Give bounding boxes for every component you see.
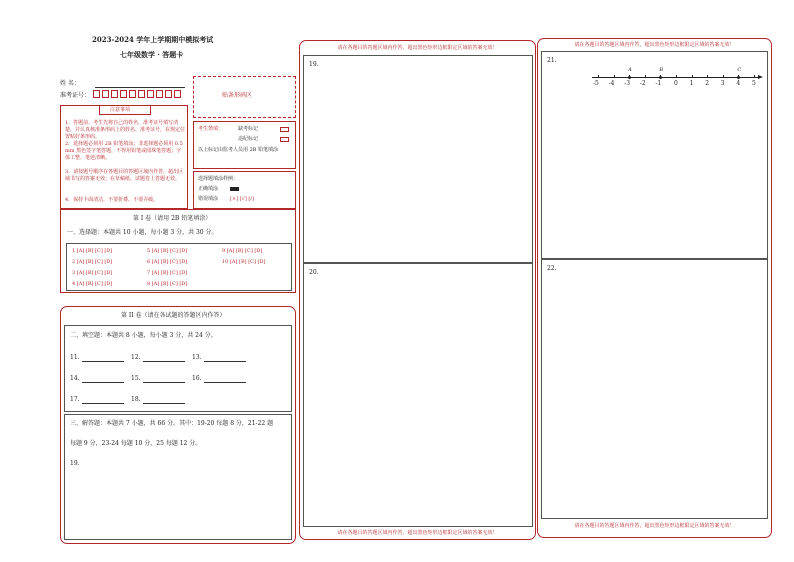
choice-row-3[interactable]: 3 [A] [B] [C] [D]	[72, 270, 113, 276]
notice-item-2: 2．选择题必须用 2B 铅笔填涂；非选择题必须用 0.5 mm 黑色签字笔答题，不得用铅笔或圆珠笔答题；字体工整、笔迹清晰。	[65, 141, 183, 161]
choice-row-9[interactable]: 9 [A] [B] [C] [D]	[222, 248, 263, 254]
middle-answer-panel	[299, 40, 536, 540]
blank-label-17: 17.	[70, 396, 80, 403]
barcode-area	[193, 76, 296, 118]
number-line	[592, 66, 767, 92]
number-line-point-label: A	[628, 67, 632, 73]
number-line-tick	[676, 75, 677, 78]
blank-13[interactable]	[204, 361, 246, 362]
name-label: 姓 名：	[60, 80, 80, 87]
exam-id-cell[interactable]	[111, 90, 118, 98]
q19-label-left: 19.	[70, 460, 80, 467]
part1-box	[60, 209, 296, 293]
number-line-tick-label: -4	[608, 80, 615, 87]
exam-title: 2023-2024 学年上学期期中模拟考试	[92, 35, 214, 44]
choice-row-2[interactable]: 2 [A] [B] [C] [D]	[72, 259, 113, 265]
warning-top-middle: 请在各题目的答题区域内作答，超出黑色矩形边框限定区域的答案无效！	[337, 45, 498, 51]
choice-grid	[66, 243, 292, 291]
number-line-tick-label: 3	[720, 80, 725, 87]
id-label: 准考证号：	[60, 92, 91, 99]
blank-label-11: 11.	[70, 354, 80, 361]
exam-id-cell[interactable]	[129, 90, 136, 98]
number-line-tick-label: -2	[639, 80, 646, 87]
q21-answer-area[interactable]	[541, 51, 768, 259]
number-line-point-label: B	[659, 67, 664, 73]
number-line-point-a	[628, 76, 631, 79]
number-line-tick	[754, 75, 755, 78]
blank-label-13: 13.	[192, 354, 202, 361]
q20-answer-area[interactable]	[303, 263, 533, 527]
number-line-arrow	[758, 75, 763, 79]
violation-mark-label: 违纪标记	[238, 136, 259, 142]
wrong-fill-label: 错误填涂	[198, 196, 219, 202]
exam-marks-label: 考生禁填：	[198, 126, 224, 132]
blank-label-18: 18.	[131, 396, 141, 403]
number-line-tick	[598, 75, 599, 78]
number-line-tick	[614, 75, 615, 78]
fill-blank-area	[64, 325, 292, 412]
blank-label-15: 15.	[131, 375, 141, 382]
blank-15[interactable]	[143, 382, 185, 383]
correct-fill-sample	[230, 187, 239, 191]
number-line-tick	[723, 75, 724, 78]
number-line-tick	[645, 75, 646, 78]
number-line-point-c	[737, 76, 740, 79]
number-line-tick	[692, 75, 693, 78]
choice-row-10[interactable]: 10 [A] [B] [C] [D]	[222, 259, 266, 265]
q21-label: 21.	[547, 57, 557, 64]
warning-bottom-right: 请在各题目的答题区域内作答，超出黑色矩形边框限定区域的答案无效！	[574, 523, 735, 529]
part2-title: 第 II 卷（请在各试题的答题区内作答）	[121, 312, 226, 319]
q20-label: 20.	[309, 269, 319, 276]
exam-id-cell[interactable]	[93, 90, 100, 98]
q22-label: 22.	[547, 265, 557, 272]
number-line-tick-label: -5	[593, 80, 599, 87]
q22-answer-area[interactable]	[541, 259, 768, 519]
part1-title: 第 I 卷（请用 2B 铅笔填涂）	[133, 215, 212, 222]
exam-id-cell[interactable]	[120, 90, 127, 98]
number-line-tick-label: 0	[674, 80, 678, 87]
solve-area[interactable]	[64, 414, 292, 540]
notice-item-1: 1．答题前，考生先将自己的姓名，准考证号填写清楚，并认真核准条形码上的姓名、准考证号，在规定位置贴好条形码。	[65, 120, 186, 140]
exam-id-cell[interactable]	[156, 90, 163, 98]
exam-marks-note: 以上标记由监考人员用 2B 铅笔填涂	[198, 147, 279, 153]
exam-id-cell[interactable]	[165, 90, 172, 98]
number-line-tick-label: 4	[736, 80, 741, 87]
notice-item-4: 4．保持卡面清洁，不要折叠、不要弄破。	[65, 197, 159, 203]
fill-sample-title: 选择题填涂样例：	[198, 176, 239, 182]
fill-sample-box	[193, 171, 296, 209]
violation-mark-box[interactable]	[280, 137, 289, 142]
blank-12[interactable]	[143, 361, 185, 362]
exam-id-cell[interactable]	[102, 90, 109, 98]
choice-row-6[interactable]: 6 [A] [B] [C] [D]	[147, 259, 188, 265]
choice-row-5[interactable]: 5 [A] [B] [C] [D]	[147, 248, 188, 254]
exam-id-cells[interactable]	[93, 90, 187, 100]
blank-18[interactable]	[143, 403, 185, 404]
part2-box	[60, 306, 296, 544]
q19-answer-area[interactable]	[303, 55, 533, 263]
barcode-label: 贴条形码区	[222, 92, 253, 99]
missing-mark-label: 缺考标记	[238, 126, 259, 132]
blank-label-12: 12.	[131, 354, 141, 361]
number-line-tick	[707, 75, 708, 78]
blank-14[interactable]	[82, 382, 124, 383]
blank-label-14: 14.	[70, 375, 80, 382]
warning-bottom-middle: 请在各题目的答题区域内作答，超出黑色矩形边框限定区域的答案无效！	[337, 530, 498, 536]
q19-label: 19.	[309, 61, 319, 68]
blank-17[interactable]	[82, 403, 124, 404]
number-line-tick-label: 2	[705, 80, 710, 87]
solve-section-line2: 每题 9 分，23-24 每题 10 分，25 每题 12 分。	[70, 440, 202, 447]
number-line-point-b	[659, 76, 662, 79]
exam-id-cell[interactable]	[147, 90, 154, 98]
part1-section: 一、选择题：本题共 10 小题，每小题 3 分，共 30 分。	[67, 229, 218, 236]
number-line-tick-label: -3	[624, 80, 631, 87]
choice-row-7[interactable]: 7 [A] [B] [C] [D]	[147, 270, 188, 276]
blank-11[interactable]	[82, 361, 124, 362]
blank-label-16: 16.	[192, 375, 202, 382]
notice-title: 注意事项	[110, 107, 131, 113]
number-line-point-label: C	[737, 67, 742, 73]
missing-mark-box[interactable]	[280, 127, 289, 132]
solve-section-line1: 三、解答题：本题共 7 小题，共 66 分。其中：19-20 每题 8 分，21-22 题	[70, 420, 274, 427]
warning-top-right: 请在各题目的答题区域内作答，超出黑色矩形边框限定区域的答案无效！	[574, 42, 735, 48]
card-subtitle: 七年级数学 · 答题卡	[120, 50, 184, 59]
number-line-tick-label: 1	[689, 80, 694, 87]
blank-16[interactable]	[204, 382, 246, 383]
wrong-fill-marks: [×] [√] [/]	[230, 196, 254, 202]
exam-marks-box	[193, 121, 296, 169]
fill-section-title: 二、填空题：本题共 8 小题，每小题 3 分，共 24 分。	[70, 332, 217, 339]
exam-id-cell[interactable]	[138, 90, 145, 98]
notice-box	[60, 105, 188, 209]
choice-row-1[interactable]: 1 [A] [B] [C] [D]	[72, 248, 113, 254]
choice-row-4[interactable]: 4 [A] [B] [C] [D]	[72, 281, 113, 287]
number-line-tick-label: 5	[752, 80, 756, 87]
number-line-tick-label: -1	[655, 80, 662, 87]
right-answer-panel	[537, 38, 772, 538]
exam-id-cell[interactable]	[174, 90, 181, 98]
correct-fill-label: 正确填涂	[198, 186, 219, 192]
name-field[interactable]	[95, 87, 185, 88]
notice-item-3: 3．请按题号顺序在各题目的答题区域内作答，超出区域书写的答案无效；在草稿纸、试题卷上答题无效。	[65, 169, 184, 182]
choice-row-8[interactable]: 8 [A] [B] [C] [D]	[147, 281, 188, 287]
